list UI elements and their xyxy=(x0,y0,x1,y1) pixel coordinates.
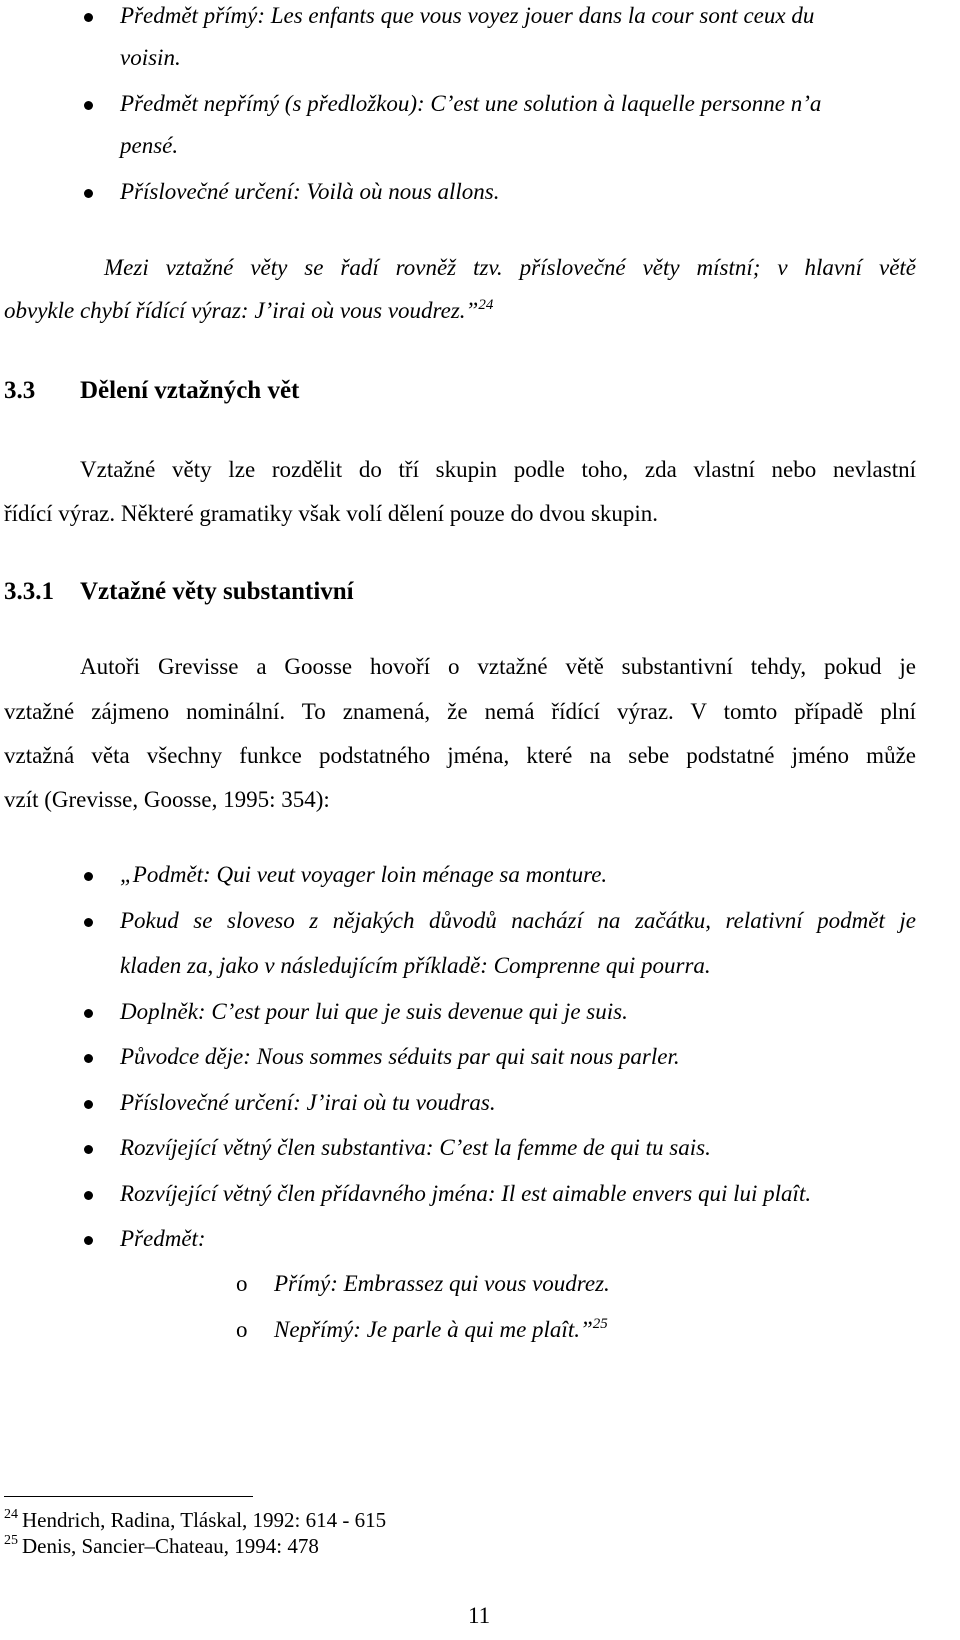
paragraph-line: řídící výraz. Některé gramatiky však volí dělení pouze do dvou skupin. xyxy=(4,501,659,526)
paragraph-line: vztažné zájmeno nominální. To znamená, že nemá řídící výraz. V tomto případě plní xyxy=(4,699,916,724)
footnote-ref: 25 xyxy=(592,1316,608,1332)
paragraph-line: vztažná věta všechny funkce podstatného jména, které na sebe podstatné jméno může xyxy=(4,743,916,768)
list-item-text: Pokud se sloveso z nějakých důvodů nachází na začátku, relativní podmět je xyxy=(120,908,916,933)
section-number: 3.3.1 xyxy=(4,578,54,605)
list-item-text: kladen za, jako v následujícím příkladě: Comprenne qui pourra. xyxy=(120,953,711,978)
footnote-divider xyxy=(4,1496,253,1497)
sub-list-item-text xyxy=(274,1316,608,1344)
bullet-icon xyxy=(84,1236,93,1245)
list-item-text: Rozvíjející větný člen substantiva: C’est la femme de qui tu sais. xyxy=(120,1135,711,1160)
bullet-icon xyxy=(84,1191,93,1200)
paragraph-line: Autoři Grevisse a Goosse hovoří o vztažné větě substantivní tehdy, pokud je xyxy=(80,654,916,679)
bullet-icon xyxy=(84,918,93,927)
page-number: 11 xyxy=(468,1603,491,1628)
list-item-text: „Podmět: Qui veut voyager loin ménage sa monture. xyxy=(120,862,608,887)
list-item-text: Doplněk: C’est pour lui que je suis devenue qui je suis. xyxy=(120,999,628,1024)
sub-bullet-marker: o xyxy=(236,1271,248,1296)
paragraph-line: Vztažné věty lze rozdělit do tří skupin podle toho, zda vlastní nebo nevlastní xyxy=(80,457,916,482)
sub-list-item-text: Přímý: Embrassez qui vous voudrez. xyxy=(274,1271,610,1296)
footnote-ref: 24 xyxy=(478,297,494,313)
bullet-icon xyxy=(84,1100,93,1109)
bullet-icon xyxy=(84,13,93,22)
list-item-text: Rozvíjející větný člen přídavného jména: Il est aimable envers qui lui plaît. xyxy=(120,1181,812,1206)
sub-list-text: Nepřímý: Je parle à qui me plaît.” xyxy=(274,1317,593,1342)
paragraph-line: Mezi vztažné věty se řadí rovněž tzv. příslovečné věty místní; v hlavní větě xyxy=(104,255,916,280)
bullet-icon xyxy=(84,1009,93,1018)
footnote-number: 24 xyxy=(4,1507,18,1522)
list-item-text: Původce děje: Nous sommes séduits par qui sait nous parler. xyxy=(120,1044,680,1069)
bullet-icon xyxy=(84,189,93,198)
paragraph-line: vzít (Grevisse, Goosse, 1995: 354): xyxy=(4,787,330,812)
paragraph-text: obvykle chybí řídící výraz: J’irai où vous voudrez.” xyxy=(4,298,479,323)
footnote-number: 25 xyxy=(4,1533,18,1548)
footnote xyxy=(4,1508,386,1533)
list-item-text: Předmět nepřímý (s předložkou): C’est une solution à laquelle personne n’a xyxy=(120,91,822,116)
bullet-icon xyxy=(84,1145,93,1154)
list-item-text: voisin. xyxy=(120,45,181,70)
section-title: Vztažné věty substantivní xyxy=(80,578,354,605)
bullet-icon xyxy=(84,1054,93,1063)
sub-bullet-marker: o xyxy=(236,1317,248,1342)
footnote-text: Denis, Sancier–Chateau, 1994: 478 xyxy=(22,1534,319,1558)
footnote-text: Hendrich, Radina, Tláskal, 1992: 614 - 615 xyxy=(22,1508,387,1532)
list-item-text: Předmět: xyxy=(120,1226,206,1251)
list-item-text: Předmět přímý: Les enfants que vous voyez jouer dans la cour sont ceux du xyxy=(120,3,815,28)
paragraph-line xyxy=(4,297,493,325)
bullet-icon xyxy=(84,101,93,110)
bullet-icon xyxy=(84,872,93,881)
section-number: 3.3 xyxy=(4,377,36,404)
section-title: Dělení vztažných vět xyxy=(80,377,300,404)
list-item-text: Příslovečné určení: J’irai où tu voudras. xyxy=(120,1090,496,1115)
footnote xyxy=(4,1534,319,1559)
list-item-text: Příslovečné určení: Voilà où nous allons. xyxy=(120,179,500,204)
list-item-text: pensé. xyxy=(120,133,179,158)
